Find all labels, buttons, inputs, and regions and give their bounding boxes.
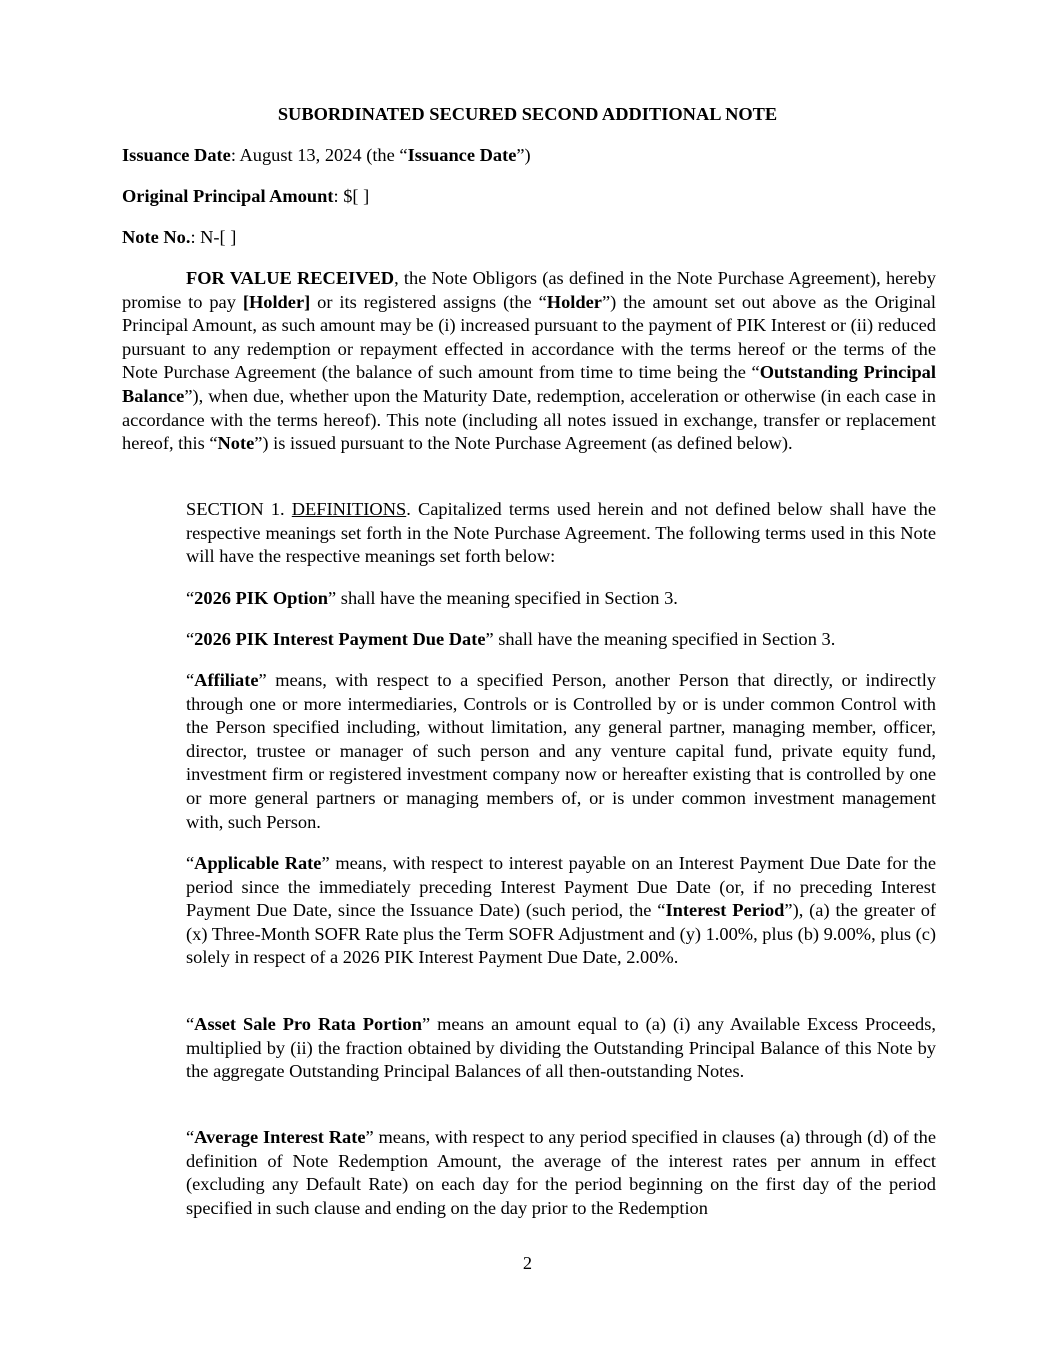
principal-amount-label: Original Principal Amount — [122, 186, 334, 206]
defined-term: Asset Sale Pro Rata Portion — [194, 1014, 422, 1034]
page-number: 2 — [522, 1253, 533, 1273]
definition-affiliate: “Affiliate” means, with respect to a specified Person, another Person that directly, or indirectly through one or more intermediaries, Controls or is Controlled by or is under common Control with the Person specified including, without limitation, any general partner, managing member, officer, director, trustee or manager of such person and any venture capital fund, private equity fund, investment firm or registered investment company now or hereafter existing that is controlled by one or more general partners or managing members of, or is under common investment management with, such Person. — [186, 670, 936, 832]
defined-term: Affiliate — [194, 670, 259, 690]
principal-amount-value: : $[ ] — [333, 186, 370, 206]
definition-applicable-rate: “Applicable Rate” means, with respect to interest payable on an Interest Payment Due Date for the period since the immediately preceding Interest Payment Due Date (or, if no preceding Interest Payment Due Date, since the Issuance Date) (such period, the “Interest Period”), (a) the greater of (x) Three-Month SOFR Rate plus the Term SOFR Adjustment and (y) 1.00%, plus (b) 9.00%, plus (c) solely in respect of a 2026 PIK Interest Payment Due Date, 2.00%. — [186, 853, 937, 968]
section-number: SECTION 1. — [186, 499, 292, 519]
section-heading: DEFINITIONS — [291, 499, 407, 519]
note-number-value: : N-[ ] — [190, 227, 237, 247]
definition-2026-pik-option: “2026 PIK Option” shall have the meaning specified in Section 3. — [186, 588, 678, 608]
defined-term: Average Interest Rate — [194, 1127, 366, 1147]
intro-paragraph: FOR VALUE RECEIVED, the Note Obligors (as defined in the Note Purchase Agreement), hereby promise to pay [Holder] or its registered assigns (the “Holder”) the amount set out above as the Original Principal Amount, as such amount may be (i) increased pursuant to the payment of PIK Interest or (ii) reduced pursuant to any redemption or repayment effected in accordance with the terms hereof or the terms of the Note Purchase Agreement (the balance of such amount from time to time being the “Outstanding Principal Balance”), when due, whether upon the Maturity Date, redemption, acceleration or otherwise (in each case in accordance with the terms hereof). This note (including all notes issued in exchange, transfer or replacement hereof, this “Note”) is issued pursuant to the Note Purchase Agreement (as defined below). — [122, 268, 936, 454]
definition-2026-pik-due-date: “2026 PIK Interest Payment Due Date” shall have the meaning specified in Section 3. — [186, 629, 836, 649]
issuance-date-line: Issuance Date: August 13, 2024 (the “Issuance Date”) — [122, 145, 531, 165]
note-number-label: Note No. — [122, 227, 191, 247]
defined-term: 2026 PIK Option — [194, 588, 329, 608]
definition-average-interest-rate: “Average Interest Rate” means, with respect to any period specified in clauses (a) through (d) of the definition of Note Redemption Amount, the average of the interest rates per annum in effect (excluding any Default Rate) on each day for the period beginning on the first day of the period specified in such clause and ending on the day prior to the Redemption — [186, 1127, 936, 1218]
document-title: SUBORDINATED SECURED SECOND ADDITIONAL NOTE — [277, 104, 778, 124]
definition-asset-sale-pro-rata-portion: “Asset Sale Pro Rata Portion” means an amount equal to (a) (i) any Available Excess Proceeds, multiplied by (ii) the fraction obtained by dividing the Outstanding Principal Balance of this Note by the aggregate Outstanding Principal Balances of all then-outstanding Notes. — [186, 1014, 936, 1082]
section-1-paragraph: SECTION 1. DEFINITIONS. Capitalized terms used herein and not defined below shall have the respective meanings set forth in the Note Purchase Agreement. The following terms used in this Note will have the respective meanings set forth below: — [186, 499, 936, 567]
defined-term: Applicable Rate — [194, 853, 322, 873]
note-number-line — [122, 226, 236, 250]
issuance-date-label: Issuance Date — [122, 145, 231, 165]
principal-amount-line — [122, 185, 369, 209]
defined-term: 2026 PIK Interest Payment Due Date — [194, 629, 486, 649]
